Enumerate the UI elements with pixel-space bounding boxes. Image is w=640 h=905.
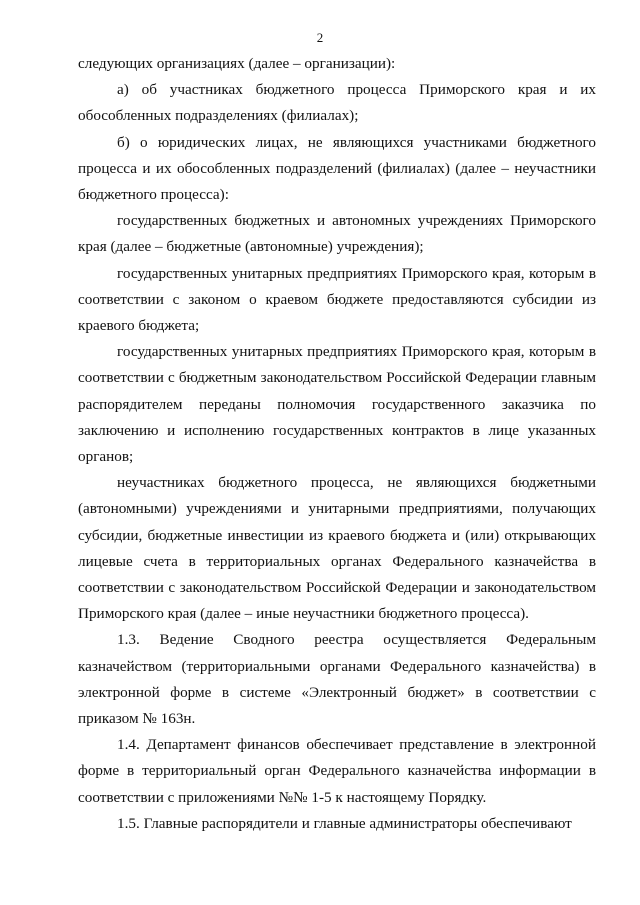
text-line: соответствии с законодательством Российской Федерации и законодательством <box>78 579 596 597</box>
text-line: государственных унитарных предприятиях Приморского края, которым в <box>117 343 596 361</box>
paragraph-item-a <box>78 77 596 129</box>
text-line: краевого бюджета; <box>78 317 200 335</box>
text-line: 1.5. Главные распорядители и главные администраторы обеспечивают <box>117 814 572 832</box>
text-line: заключению и исполнению государственных контрактов в лице указанных <box>78 421 596 439</box>
text-line: соответствии с законом о краевом бюджете предоставляются субсидии из <box>78 290 596 308</box>
text-line: процесса и их обособленных подразделений (филиалах) (далее – неучастники <box>78 159 596 177</box>
text-line: обособленных подразделениях (филиалах); <box>78 107 359 125</box>
text-line: 1.3. Ведение Сводного реестра осуществляется Федеральным <box>117 631 596 649</box>
text-line: соответствии с бюджетным законодательством Российской Федерации главным <box>78 369 596 387</box>
document-body <box>78 51 596 837</box>
text-line: органов; <box>78 448 134 466</box>
text-line: соответствии с приложениями №№ 1-5 к настоящему Порядку. <box>78 788 487 806</box>
text-line: форме в территориальный орган Федерального казначейства информации в <box>78 762 596 780</box>
text-line: распорядителем переданы полномочия государственного заказчика по <box>78 395 596 413</box>
paragraph-budget-institutions <box>78 208 596 260</box>
text-line: лицевые счета в территориальных органах Федерального казначейства в <box>78 552 596 570</box>
text-line: бюджетного процесса): <box>78 186 229 204</box>
text-line: казначейством (территориальными органами Федерального казначейства) в <box>78 657 596 675</box>
paragraph-section-1-4 <box>78 732 596 811</box>
paragraph-unitary-subsidies <box>78 261 596 340</box>
text-line: а) об участниках бюджетного процесса Приморского края и их <box>117 81 596 99</box>
page-number: 2 <box>316 30 324 45</box>
text-line: следующих организациях (далее – организации): <box>78 55 396 72</box>
text-line: (автономными) учреждениями и унитарными предприятиями, получающих <box>78 500 596 518</box>
text-line: государственных унитарных предприятиях Приморского края, которым в <box>117 264 596 282</box>
text-line: Приморского края (далее – иные неучастники бюджетного процесса). <box>78 605 529 623</box>
text-line: 1.4. Департамент финансов обеспечивает представление в электронной <box>117 736 596 754</box>
text-line: государственных бюджетных и автономных учреждениях Приморского <box>117 212 596 230</box>
text-line: б) о юридических лицах, не являющихся участниками бюджетного <box>117 133 596 151</box>
text-line: приказом № 163н. <box>78 710 196 728</box>
paragraph-unitary-powers <box>78 339 596 470</box>
paragraph-section-1-3 <box>78 627 596 732</box>
paragraph-section-1-5 <box>78 811 596 837</box>
text-line: неучастниках бюджетного процесса, не являющихся бюджетными <box>117 474 596 492</box>
text-line: края (далее – бюджетные (автономные) учреждения); <box>78 238 424 256</box>
paragraph-other-nonparticipants <box>78 470 596 627</box>
paragraph-item-b <box>78 130 596 209</box>
text-line: субсидии, бюджетные инвестиции из краевого бюджета и (или) открывающих <box>78 526 596 544</box>
text-line: электронной форме в системе «Электронный бюджет» в соответствии с <box>78 683 596 701</box>
paragraph-intro <box>78 51 596 77</box>
